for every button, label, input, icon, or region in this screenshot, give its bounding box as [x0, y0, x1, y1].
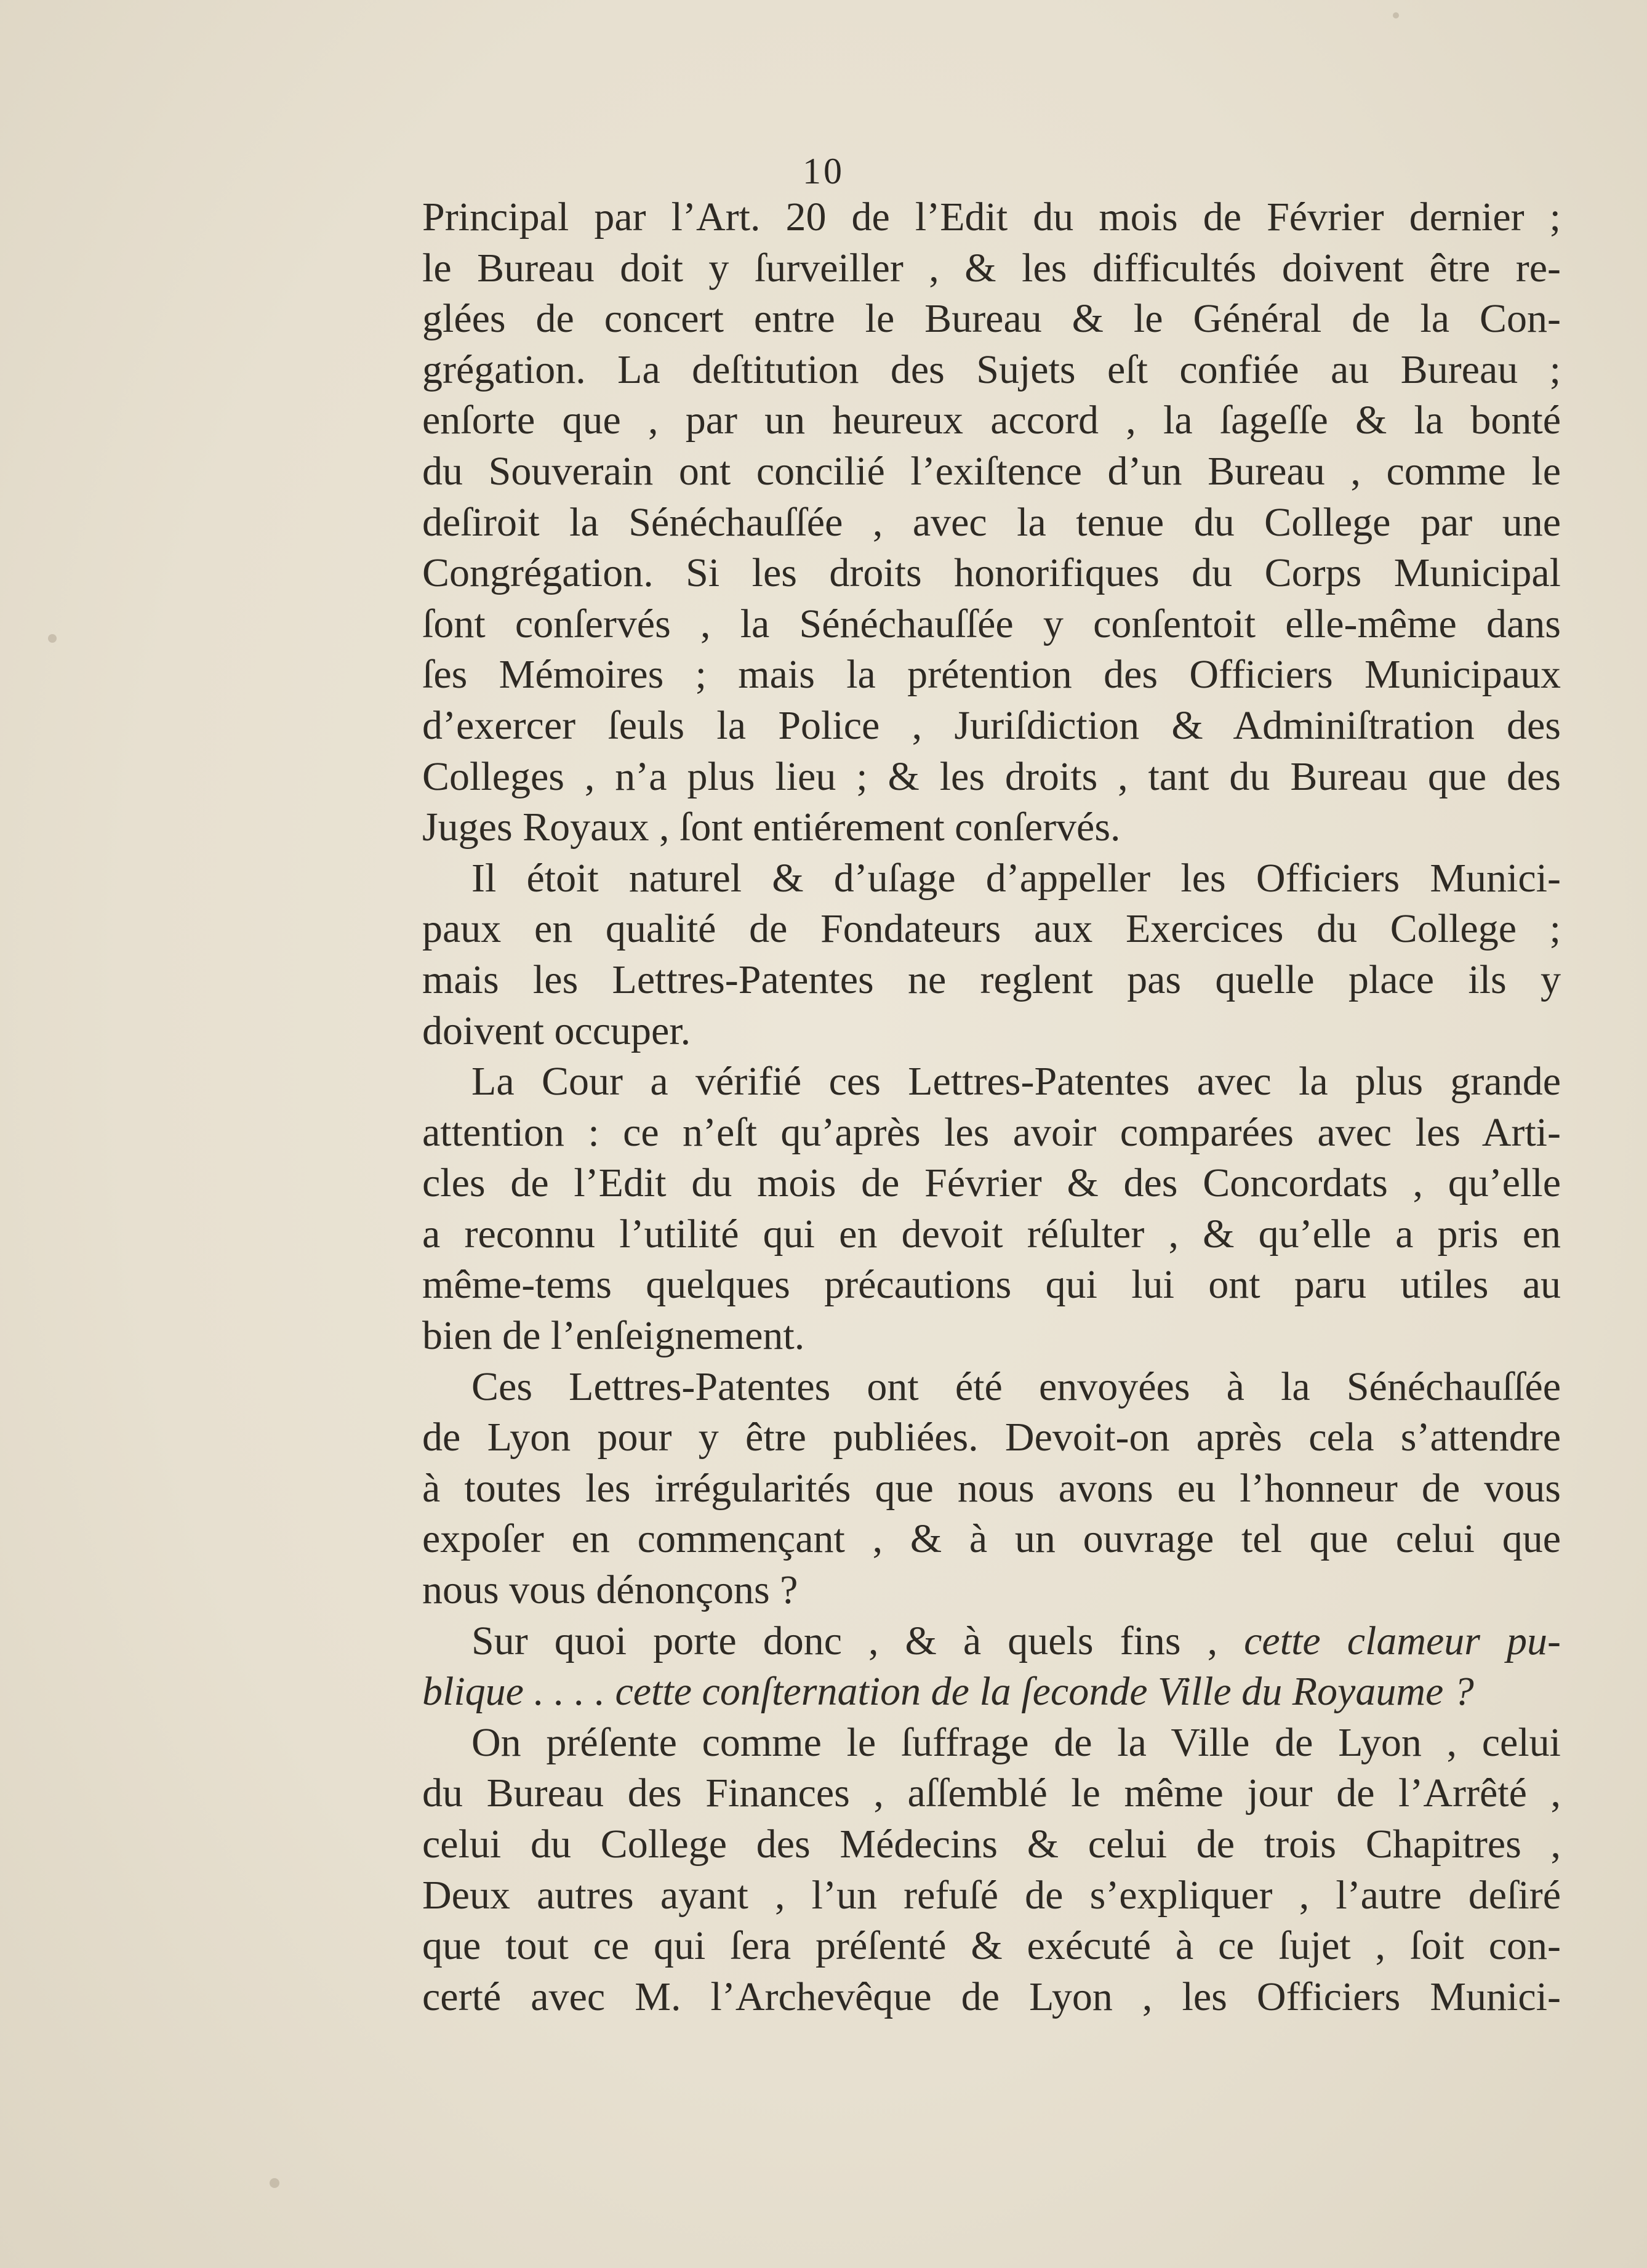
text-line: celui du College des Médecins & celui de trois Chapitres , — [422, 1822, 1561, 1867]
text-line: à toutes les irrégularités que nous avons eu l’honneur de vous — [422, 1465, 1561, 1511]
text-line: même-tems quelques précautions qui lui ont paru utiles au — [422, 1262, 1561, 1308]
text-line: Il étoit naturel & d’uſage d’appeller les Officiers Munici- — [471, 855, 1561, 901]
text-line: certé avec M. l’Archevêque de Lyon , les Officiers Munici- — [422, 1974, 1561, 2019]
text-line: enſorte que , par un heureux accord , la ſageſſe & la bonté — [422, 398, 1561, 443]
text-line: Deux autres ayant , l’un refuſé de s’expliquer , l’autre deſiré — [422, 1872, 1561, 1918]
text-line: de Lyon pour y être publiées. Devoit-on après cela s’attendre — [422, 1415, 1561, 1460]
text-line: ſes Mémoires ; mais la prétention des Officiers Municipaux — [422, 652, 1561, 698]
text-line: du Souverain ont concilié l’exiſtence d’un Bureau , comme le — [422, 448, 1561, 494]
text-line: Congrégation. Si les droits honorifiques du Corps Municipal — [422, 550, 1561, 596]
page-number: 10 — [803, 151, 844, 191]
text-line: attention : ce n’eſt qu’après les avoir comparées avec les Arti- — [422, 1109, 1561, 1155]
text-line: glées de concert entre le Bureau & le Général de la Con- — [422, 296, 1561, 342]
italic-quote: blique . . . . cette conſternation de la ſeconde Ville du Royaume ? — [422, 1669, 1474, 1715]
text-line: que tout ce qui ſera préſenté & exécuté à ce ſujet , ſoit con- — [422, 1923, 1561, 1969]
italic-quote: cette clameur pu- — [1244, 1618, 1561, 1663]
text-line: ſont conſervés , la Sénéchauſſée y conſentoit elle-même dans — [422, 601, 1561, 646]
paragraph — [422, 192, 1561, 853]
text-line: du Bureau des Finances , aſſemblé le même jour de l’Arrêté , — [422, 1771, 1561, 1816]
paragraph — [422, 1616, 1561, 1718]
text-line: nous vous dénonçons ? — [422, 1567, 798, 1613]
text-line: Ces Lettres-Patentes ont été envoyées à la Sénéchauſſée — [471, 1364, 1561, 1409]
paragraph — [422, 1056, 1561, 1362]
body-text — [422, 192, 1561, 2022]
text-run: Sur quoi porte donc , & à quels fins , — [471, 1618, 1244, 1663]
text-line: doivent occuper. — [422, 1008, 691, 1053]
text-line: Juges Royaux , ſont entiérement conſervés. — [422, 805, 1121, 850]
text-line: paux en qualité de Fondateurs aux Exercices du College ; — [422, 906, 1561, 952]
text-line: deſiroit la Sénéchauſſée , avec la tenue du College par une — [422, 499, 1561, 545]
paragraph — [422, 1718, 1561, 2023]
paragraph — [422, 853, 1561, 1056]
text-line: grégation. La deſtitution des Sujets eſt confiée au Bureau ; — [422, 347, 1561, 392]
text-line — [422, 1616, 1561, 1667]
text-line: bien de l’enſeignement. — [422, 1313, 805, 1359]
text-line: a reconnu l’utilité qui en devoit réſulter , & qu’elle a pris en — [422, 1211, 1561, 1257]
text-line: mais les Lettres-Patentes ne reglent pas quelle place ils y — [422, 957, 1561, 1002]
text-line: cles de l’Edit du mois de Février & des Concordats , qu’elle — [422, 1160, 1561, 1206]
ink-spot — [1393, 12, 1399, 18]
text-line: d’exercer ſeuls la Police , Juriſdiction & Adminiſtration des — [422, 702, 1561, 748]
text-line: Colleges , n’a plus lieu ; & les droits , tant du Bureau que des — [422, 754, 1561, 799]
ink-spot — [48, 634, 57, 643]
paragraph — [422, 1362, 1561, 1616]
text-line: On préſente comme le ſuffrage de la Ville de Lyon , celui — [471, 1719, 1561, 1765]
text-line — [422, 1667, 1561, 1718]
text-line: Principal par l’Art. 20 de l’Edit du mois de Février dernier ; — [422, 195, 1561, 239]
text-line: La Cour a vérifié ces Lettres-Patentes avec la plus grande — [471, 1059, 1561, 1104]
text-line: expoſer en commençant , & à un ouvrage tel que celui que — [422, 1516, 1561, 1562]
ink-spot — [270, 2178, 279, 2188]
text-line: le Bureau doit y ſurveiller , & les difficultés doivent être re- — [422, 245, 1561, 291]
